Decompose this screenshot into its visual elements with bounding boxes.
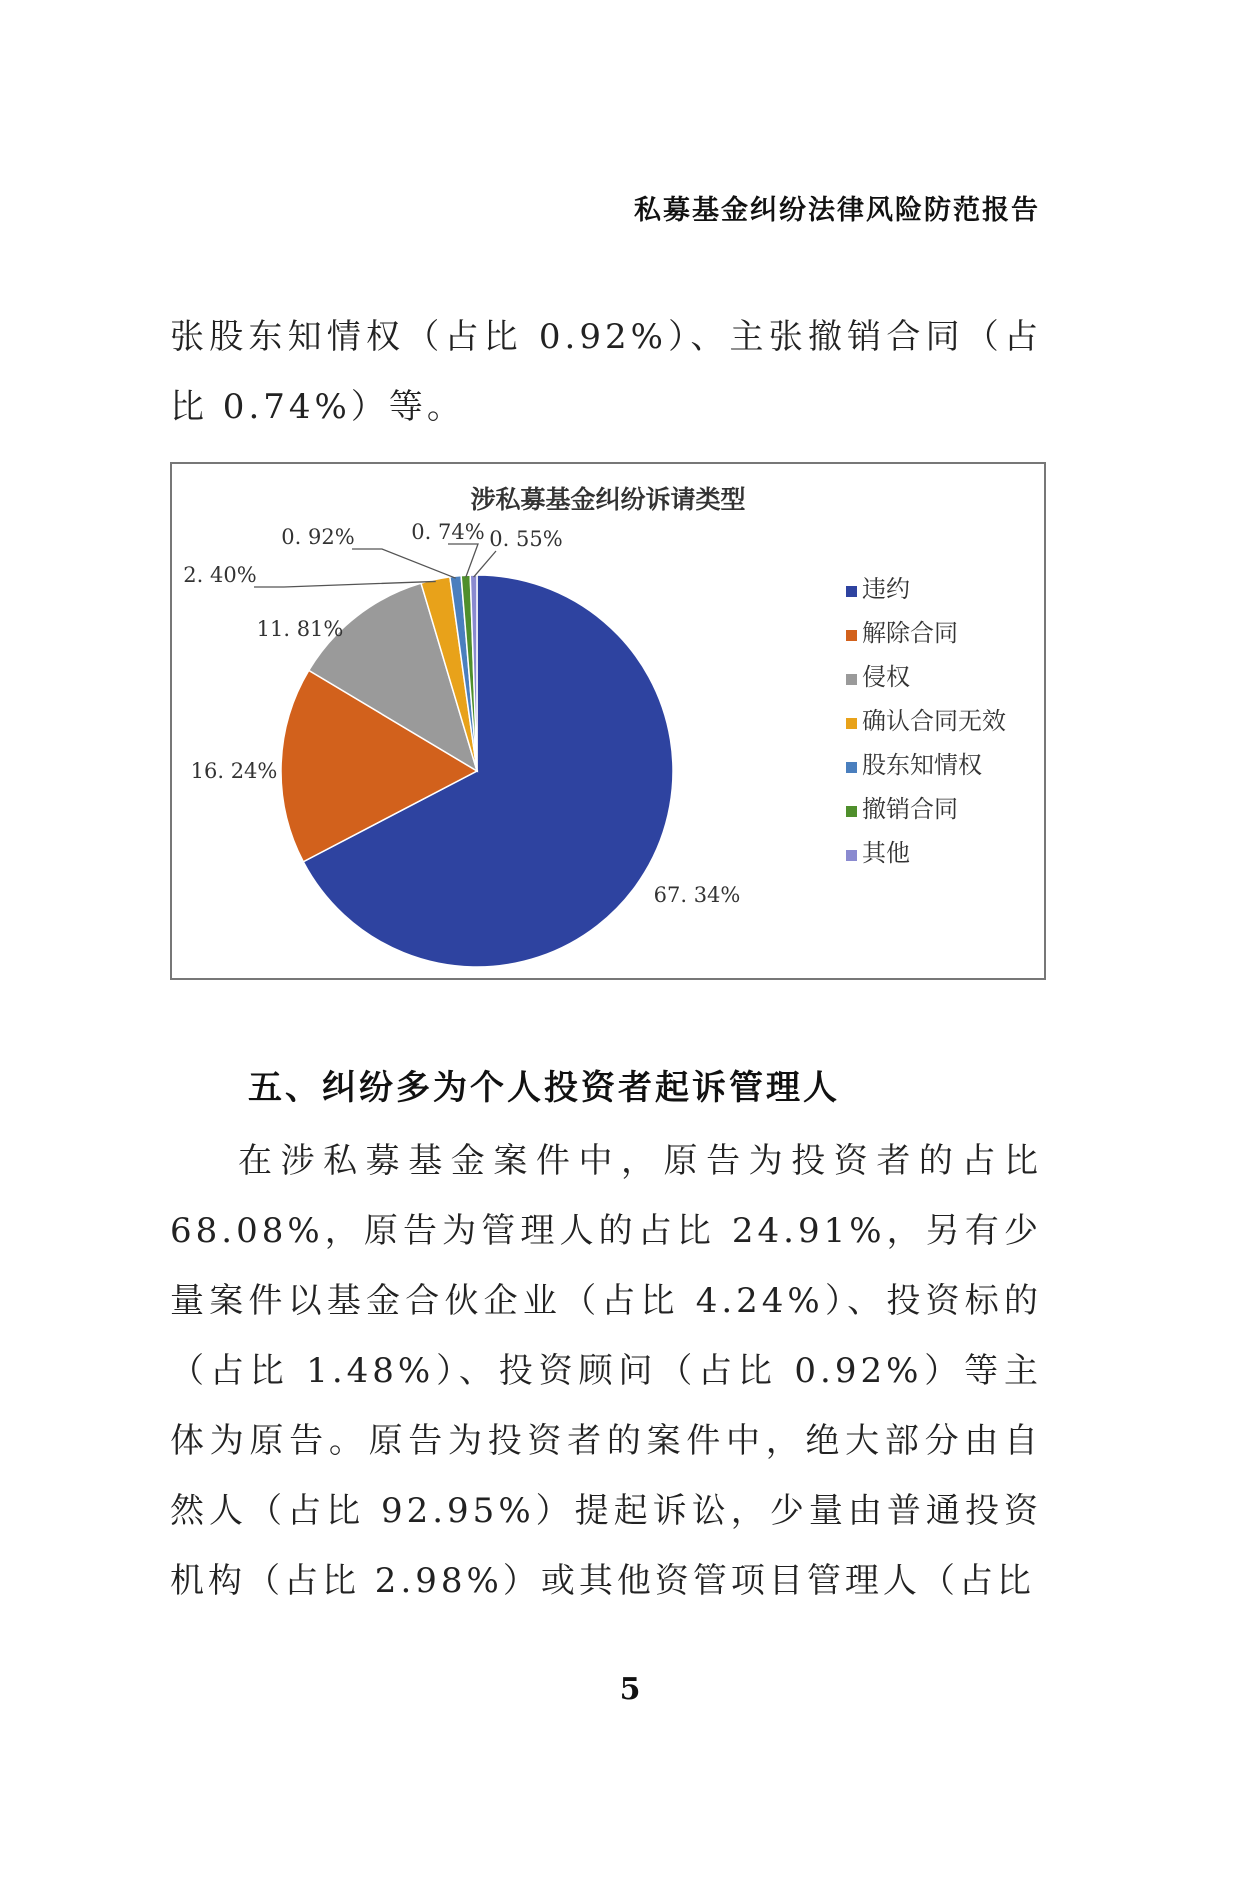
leader-line-revoke-contract — [448, 544, 478, 577]
data-label-breach: 67. 34% — [653, 883, 741, 907]
legend-swatch-other — [846, 850, 857, 861]
legend-label-other: 其他 — [862, 839, 910, 867]
chart-legend — [846, 575, 1006, 867]
legend-swatch-shareholder-info-right — [846, 762, 857, 773]
data-label-revoke-contract: 0. 74% — [411, 520, 485, 544]
data-label-rescission: 16. 24% — [190, 759, 278, 783]
legend-swatch-breach — [846, 586, 857, 597]
running-header-title: 私募基金纠纷法律风险防范报告 — [634, 195, 1040, 226]
legend-label-tort: 侵权 — [862, 663, 910, 691]
leader-line-contract-invalid — [254, 581, 436, 587]
pie-chart-svg — [172, 464, 1044, 978]
legend-swatch-rescission — [846, 630, 857, 641]
legend-swatch-revoke-contract — [846, 806, 857, 817]
data-label-contract-invalid: 2. 40% — [183, 563, 257, 587]
legend-label-rescission: 解除合同 — [862, 619, 958, 647]
legend-label-revoke-contract: 撤销合同 — [862, 795, 958, 823]
page-number: 5 — [619, 1672, 641, 1707]
data-label-other: 0. 55% — [489, 527, 563, 551]
intro-paragraph: 张股东知情权（占比 0.92%）、主张撤销合同（占比 0.74%）等。 — [170, 317, 1042, 427]
leader-line-shareholder-info-right — [352, 549, 456, 578]
leader-line-other — [474, 551, 496, 577]
legend-label-shareholder-info-right: 股东知情权 — [862, 751, 982, 779]
chart-title: 涉私募基金纠纷诉请类型 — [470, 485, 746, 514]
section-heading: 五、纠纷多为个人投资者起诉管理人 — [248, 1068, 840, 1108]
legend-swatch-tort — [846, 674, 857, 685]
legend-label-breach: 违约 — [862, 575, 910, 603]
data-label-tort: 11. 81% — [256, 617, 344, 641]
section-body-paragraph: 在涉私募基金案件中，原告为投资者的占比 68.08%，原告为管理人的占比 24.91%，另有少量案件以基金合伙企业（占比 4.24%）、投资标的（占比 1.48%）、投资顾问（占比 0.92%）等主体为原告。原告为投资者的案件中，绝大部分由自然人（占比 92.95%）提起诉讼，少量由普通投资机构（占比 2.98%）或其他资管项目管理人（占比 — [170, 1141, 1042, 1601]
legend-swatch-contract-invalid — [846, 718, 857, 729]
legend-label-contract-invalid: 确认合同无效 — [862, 707, 1006, 735]
pie-chart-figure — [170, 462, 1046, 980]
data-label-shareholder-info-right: 0. 92% — [281, 525, 355, 549]
